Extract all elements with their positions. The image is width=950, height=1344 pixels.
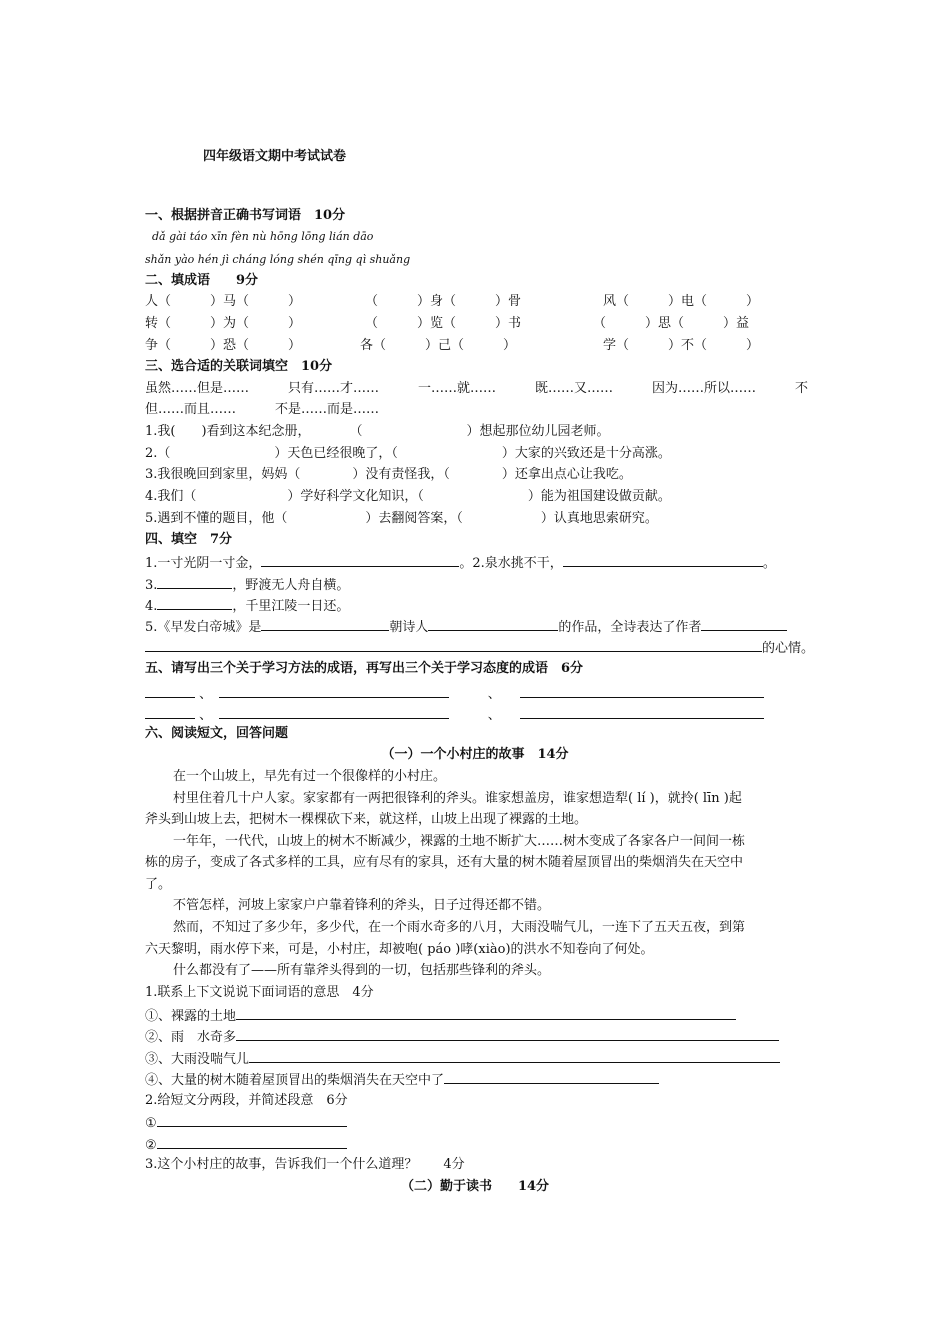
fill-text: 的作品，全诗表达了作者 (558, 620, 702, 635)
idiom-row-2 (145, 315, 749, 333)
reading1-question-2: 2.给短文分两段，并简述段意 6分 (145, 1093, 348, 1108)
answer-blank[interactable] (236, 1027, 779, 1041)
reading1-q1-item-d (145, 1070, 659, 1090)
reading1-q1-item-c (145, 1049, 780, 1069)
fill-question-4 (145, 596, 349, 616)
question-text: ④、大量的树木随着屋顶冒出的柴烟消失在天空中了 (145, 1073, 445, 1088)
section6-heading: 六、阅读短文，回答问题 (145, 726, 289, 741)
question-text: ③、大雨没喘气儿 (145, 1052, 250, 1067)
section5-heading: 五、请写出三个关于学习方法的成语，再写出三个关于学习态度的成语 6分 (145, 661, 584, 676)
fill-question-5 (145, 617, 787, 637)
conjunction-question-2: 2.（ ）天色已经很晚了，（ ）大家的兴致还是十分高涨。 (145, 446, 671, 461)
separator: 、 (487, 687, 495, 702)
section4-heading: 四、填空 7分 (145, 532, 233, 547)
idiom-item: （ ）身（ ）骨 (365, 294, 522, 309)
answer-blank[interactable] (157, 596, 232, 610)
idiom-item: 转（ ）为（ ） (145, 316, 302, 331)
idiom-answer-row-2 (145, 705, 764, 725)
answer-blank[interactable] (701, 617, 787, 631)
answer-blank[interactable] (261, 553, 459, 567)
section2-heading: 二、填成语 9分 (145, 273, 259, 288)
answer-blank[interactable] (157, 1113, 347, 1127)
reading1-q2-item-a (145, 1113, 347, 1133)
reading2-title: （二）勤于读书 14分 (400, 1179, 550, 1194)
fill-text: 5.《早发白帝城》是 (145, 620, 262, 635)
answer-blank[interactable] (249, 1049, 780, 1063)
reading1-question-1: 1.联系上下文说说下面词语的意思 4分 (145, 985, 374, 1000)
idiom-item: 各（ ）己（ ） (360, 338, 517, 353)
answer-blank[interactable] (157, 1135, 347, 1149)
reading1-paragraph-4: 不管怎样，河坡上家家户户靠着锋利的斧头，日子过得还都不错。 (173, 898, 551, 913)
separator: 、 (199, 708, 206, 723)
answer-blank[interactable] (219, 684, 449, 698)
idiom-row-3 (145, 337, 759, 355)
idiom-item: （ ）览（ ）书 (365, 316, 522, 331)
idiom-item: （ ）思（ ）益 (593, 316, 750, 331)
reading1-paragraph-3c: 了。 (145, 877, 172, 892)
separator: 、 (487, 708, 495, 723)
fill-text: 。 (762, 556, 776, 571)
conjunction-options-2: 但……而且…… 不是……而是…… (145, 402, 380, 417)
reading1-paragraph-5b: 六天黎明，雨水停下来，可是，小村庄，却被咆( páo )哮(xiào)的洪水不知卷向了何处。 (145, 942, 654, 957)
conjunction-question-3: 3.我很晚回到家里，妈妈（ ）没有责怪我，（ ）还拿出点心让我吃。 (145, 467, 632, 482)
idiom-item: 学（ ）不（ ） (603, 338, 760, 353)
fill-question-1 (145, 553, 776, 573)
question-text: ②、雨 水奇多 (145, 1030, 237, 1045)
fill-text: 3. (145, 578, 158, 593)
pinyin-row-1: dǎ gài táo xīn fèn nù hōng lōng lián dāo (152, 230, 374, 243)
idiom-row-1 (145, 293, 759, 311)
reading1-paragraph-1: 在一个山坡上，早先有过一个很像样的小村庄。 (173, 769, 447, 784)
answer-blank[interactable] (145, 684, 195, 698)
reading1-q2-item-b (145, 1135, 347, 1155)
answer-blank[interactable] (444, 1070, 659, 1084)
conjunction-options-1: 虽然……但是…… 只有……才…… 一……就…… 既……又…… 因为……所以…… 不 (145, 381, 809, 396)
idiom-item: 争（ ）恐（ ） (145, 338, 302, 353)
reading1-q1-item-a (145, 1006, 736, 1026)
fill-text: ，野渡无人舟自横。 (232, 578, 350, 593)
question-text: ①、裸露的土地 (145, 1009, 237, 1024)
reading1-paragraph-2a: 村里住着几十户人家。家家都有一两把很锋利的斧头。谁家想盖房，谁家想造犁( lí )，就拎( līn )起 (173, 791, 742, 806)
reading1-paragraph-2b: 斧头到山坡上去，把树木一棵棵砍下来，就这样，山坡上出现了裸露的土地。 (145, 812, 588, 827)
idiom-item: 风（ ）电（ ） (603, 294, 760, 309)
answer-blank[interactable] (145, 638, 762, 652)
answer-blank[interactable] (520, 684, 764, 698)
fill-text: 的心情。 (762, 641, 815, 656)
answer-blank[interactable] (428, 617, 558, 631)
reading1-question-3: 3.这个小村庄的故事，告诉我们一个什么道理？ 4分 (145, 1157, 465, 1172)
answer-blank[interactable] (520, 705, 764, 719)
reading1-q1-item-b (145, 1027, 779, 1047)
answer-blank[interactable] (157, 575, 232, 589)
reading1-paragraph-3a: 一年年，一代代，山坡上的树木不断减少，裸露的土地不断扩大……树木变成了各家各户一间间一栋 (173, 834, 746, 849)
fill-question-3 (145, 575, 349, 595)
idiom-answer-row-1 (145, 684, 764, 704)
reading1-paragraph-6: 什么都没有了——所有靠斧头得到的一切，包括那些锋利的斧头。 (173, 963, 551, 978)
answer-blank[interactable] (219, 705, 449, 719)
reading1-paragraph-3b: 栋的房子，变成了各式多样的工具，应有尽有的家具，还有大量的树木随着屋顶冒出的柴烟消失在天空中 (145, 855, 744, 870)
section3-heading: 三、选合适的关联词填空 10分 (145, 359, 333, 374)
reading1-paragraph-5a: 然而，不知过了多少年，多少代，在一个雨水奇多的八月，大雨没喘气儿，一连下了五天五夜，到第 (173, 920, 746, 935)
fill-text: 朝诗人 (389, 620, 429, 635)
reading1-title: （一）一个小村庄的故事 14分 (381, 747, 569, 762)
answer-blank[interactable] (236, 1006, 736, 1020)
exam-title: 四年级语文期中考试试卷 (203, 149, 347, 164)
question-text: ① (145, 1116, 157, 1131)
fill-question-5-cont (145, 638, 814, 658)
conjunction-question-4: 4.我们（ ）学好科学文化知识，（ ）能为祖国建设做贡献。 (145, 489, 671, 504)
answer-blank[interactable] (261, 617, 389, 631)
fill-text: 1.一寸光阴一寸金， (145, 556, 262, 571)
idiom-item: 人（ ）马（ ） (145, 294, 302, 309)
fill-text: ，千里江陵一日还。 (232, 599, 350, 614)
answer-blank[interactable] (563, 553, 763, 567)
conjunction-question-5: 5.遇到不懂的题目，他（ ）去翻阅答案，（ ）认真地思索研究。 (145, 511, 658, 526)
question-text: ② (145, 1138, 157, 1153)
fill-text: 。2.泉水挑不干， (459, 556, 563, 571)
fill-text: 4. (145, 599, 158, 614)
section1-heading: 一、根据拼音正确书写词语 10分 (145, 208, 346, 223)
separator: 、 (199, 687, 206, 702)
answer-blank[interactable] (145, 705, 195, 719)
pinyin-row-2: shǎn yào hén jì cháng lóng shén qīng qì shuǎng (145, 253, 411, 266)
conjunction-question-1: 1.我( )看到这本纪念册， （ ）想起那位幼儿园老师。 (145, 424, 610, 439)
